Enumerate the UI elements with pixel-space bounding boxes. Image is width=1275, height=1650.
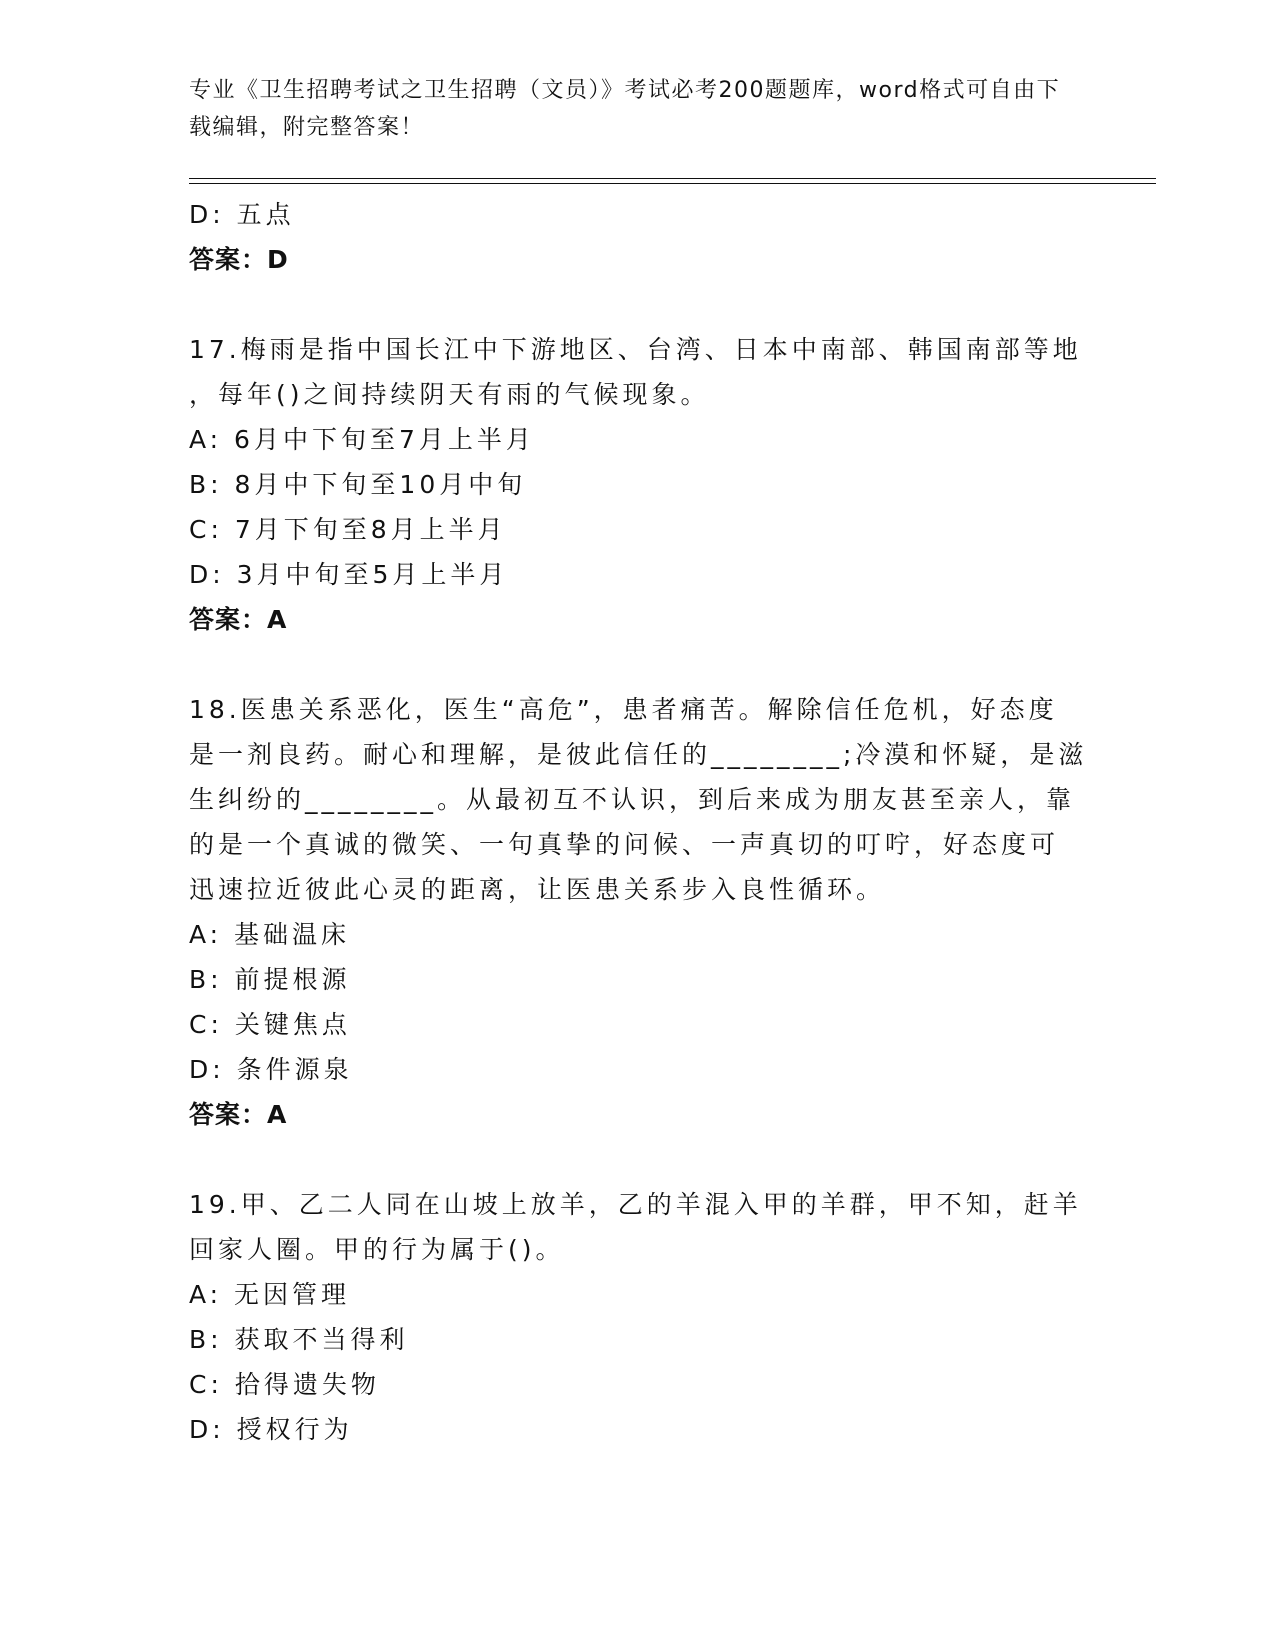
- question-19-option-a: A: 无因管理: [189, 1280, 351, 1309]
- question-17-stem-line-1: 17.梅雨是指中国长江中下游地区、台湾、日本中南部、韩国南部等地: [189, 335, 1082, 364]
- question-19-stem-line-2: 回家人圈。甲的行为属于()。: [189, 1235, 565, 1264]
- question-content: [189, 192, 1088, 1452]
- question-18-stem-line-1: 18.医患关系恶化，医生“高危”，患者痛苦。解除信任危机，好态度: [189, 695, 1058, 724]
- question-17-option-a: A: 6月中下旬至7月上半月: [189, 425, 535, 454]
- question-17-option-b: B: 8月中下旬至10月中旬: [189, 470, 527, 499]
- question-19-option-b: B: 获取不当得利: [189, 1325, 409, 1354]
- previous-option-d: D: 五点: [189, 200, 295, 229]
- question-19-option-d: D: 授权行为: [189, 1415, 353, 1444]
- header-divider-bottom: [189, 183, 1156, 184]
- question-19: [189, 1182, 1082, 1452]
- question-18-stem-line-4: 的是一个真诚的微笑、一句真挚的问候、一声真切的叮咛，好态度可: [189, 830, 1060, 859]
- question-18: [189, 687, 1088, 1137]
- question-17-option-d: D: 3月中旬至5月上半月: [189, 560, 509, 589]
- question-19-stem-line-1: 19.甲、乙二人同在山坡上放羊，乙的羊混入甲的羊群，甲不知，赶羊: [189, 1190, 1082, 1219]
- question-18-stem-line-3: 生纠纷的________。从最初互不认识，到后来成为朋友甚至亲人，靠: [189, 785, 1076, 814]
- question-18-option-c: C: 关键焦点: [189, 1010, 351, 1039]
- question-18-option-b: B: 前提根源: [189, 965, 351, 994]
- spacer: [189, 1137, 1069, 1182]
- header-divider-top: [189, 178, 1156, 179]
- question-17-answer: 答案：A: [189, 605, 288, 634]
- previous-answer: 答案：D: [189, 245, 289, 274]
- question-18-option-d: D: 条件源泉: [189, 1055, 353, 1084]
- question-19-option-c: C: 拾得遗失物: [189, 1370, 380, 1399]
- question-18-option-a: A: 基础温床: [189, 920, 351, 949]
- question-18-stem-line-2: 是一剂良药。耐心和理解，是彼此信任的________;冷漠和怀疑，是滋: [189, 740, 1088, 769]
- spacer: [189, 642, 1069, 687]
- question-17: [189, 327, 1082, 642]
- question-18-answer: 答案：A: [189, 1100, 288, 1129]
- question-17-option-c: C: 7月下旬至8月上半月: [189, 515, 507, 544]
- question-18-stem-line-5: 迅速拉近彼此心灵的距离，让医患关系步入良性循环。: [189, 875, 886, 904]
- question-17-stem-line-2: ，每年()之间持续阴天有雨的气候现象。: [189, 380, 710, 409]
- document-header: 专业《卫生招聘考试之卫生招聘（文员）》考试必考200题题库，word格式可自由下载编辑，附完整答案！: [189, 78, 1061, 140]
- spacer: [189, 282, 1069, 327]
